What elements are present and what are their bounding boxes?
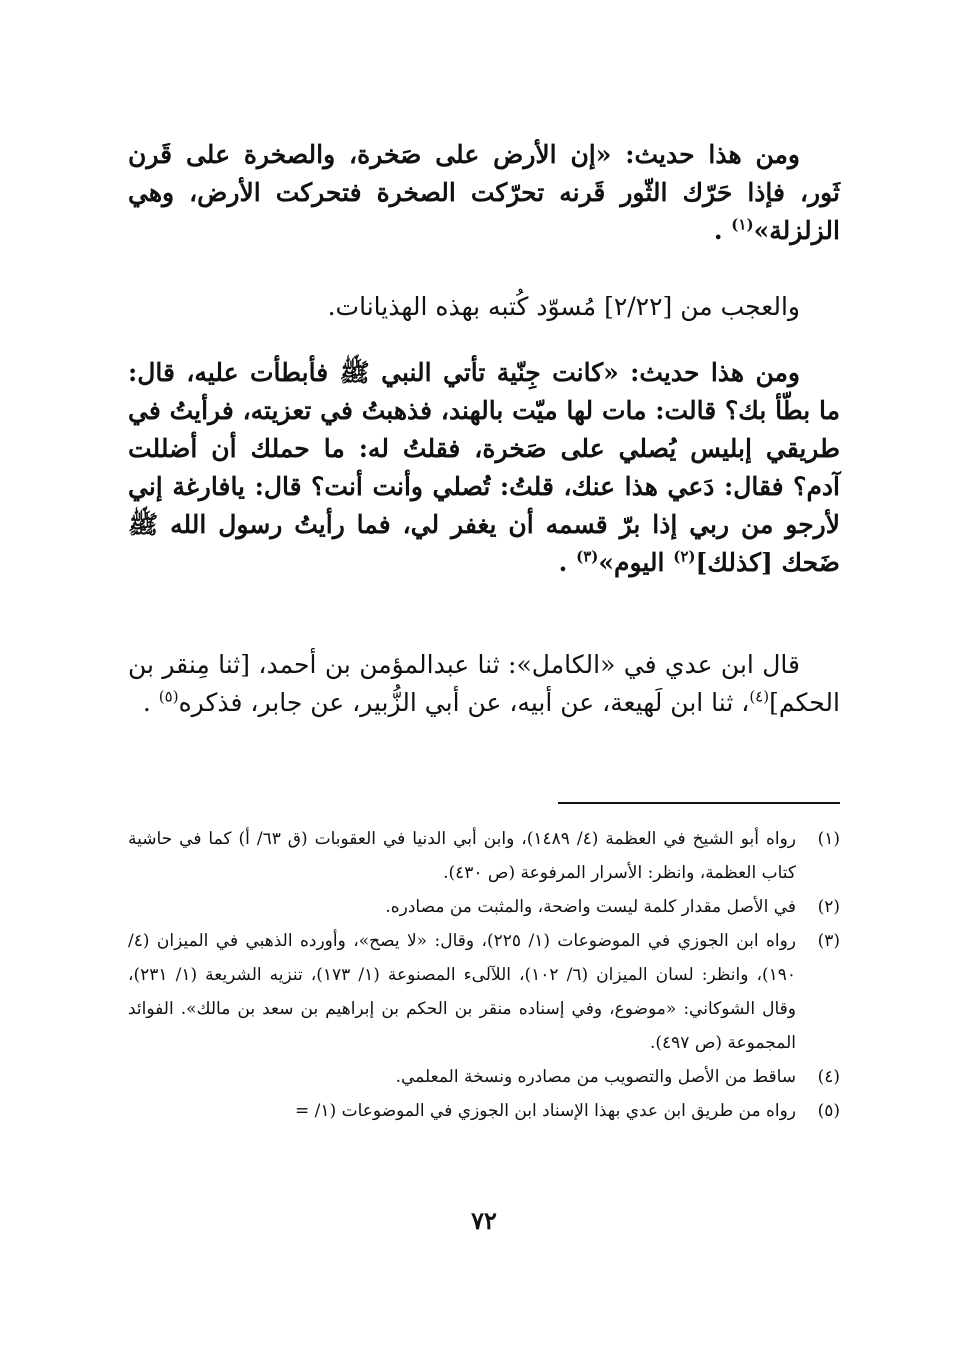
footnote-text: رواه أبو الشيخ في العظمة (٤/ ١٤٨٩)، وابن أبي الدنيا في العقوبات (ق ٦٣/ أ) كما في حاشية كتاب العظمة، وانظر: الأسرار المرفوعة (ص ٤٣٠). bbox=[128, 829, 796, 883]
hadith-quote: «إن الأرض على صَخرة، والصخرة على قَرن ثَور، فإذا حَرّك الثّور قَرنه تحرّكت الصخرة فتحركت الأرض، وهي الزلزلة» bbox=[128, 140, 840, 245]
footnotes-list bbox=[128, 822, 840, 1128]
footnote-item bbox=[128, 890, 840, 924]
footnote-item bbox=[128, 822, 840, 890]
footnote-text: رواه ابن الجوزي في الموضوعات (١/ ٢٢٥)، وقال: «لا يصح»، وأورده الذهبي في الميزان (٤/ ١٩٠)، وانظر: لسان الميزان (٦/ ١٠٢)، اللآلىء المصنوعة (١/ ١٧٣)، تنزيه الشريعة (١/ ٢٣١)، وقال الشوكاني: «موضوع، وفي إسناده منقر بن الحكم بن إبراهيم بن سعد بن مالك». الفوائد المجموعة (ص ٤٩٧). bbox=[128, 931, 797, 1053]
paragraph-lead: ومن هذا حديث: bbox=[611, 140, 801, 169]
hadith-text-end: اليوم» bbox=[598, 548, 674, 577]
chain-text: قال ابن عدي في «الكامل»: ثنا عبدالمؤمن بن أحمد، [ثنا مِنقر بن الحكم] bbox=[128, 650, 840, 717]
paragraph-end: . bbox=[713, 216, 732, 245]
footnote-ref-2[interactable]: (٢) bbox=[673, 547, 696, 566]
book-page bbox=[128, 118, 840, 1298]
paragraph-ibn-adi-chain bbox=[128, 646, 840, 722]
footnote-text: رواه من طريق ابن عدي بهذا الإسناد ابن الجوزي في الموضوعات (١/ = bbox=[295, 1101, 796, 1121]
footnote-number: (١) bbox=[817, 829, 840, 849]
footnote-number: (٤) bbox=[817, 1067, 840, 1087]
page-number: ٧٢ bbox=[471, 1206, 497, 1235]
footnote-item bbox=[128, 1094, 840, 1128]
footnote-ref-3[interactable]: (٣) bbox=[576, 547, 599, 566]
footnote-item bbox=[128, 1060, 840, 1094]
paragraph-earth-on-rock-hadith bbox=[128, 136, 840, 250]
footnote-ref-1[interactable]: (١) bbox=[731, 215, 754, 234]
footnote-number: (٣) bbox=[817, 931, 840, 951]
footnote-separator bbox=[558, 802, 840, 804]
chain-text-end: ، ثنا ابن لَهيعة، عن أبيه، عن أبي الزُّبير، عن جابر، فذكره bbox=[178, 688, 750, 717]
footnote-item bbox=[128, 924, 840, 1060]
footnote-ref-4[interactable]: (٤) bbox=[749, 687, 770, 706]
footnote-text: في الأصل مقدار كلمة ليست واضحة، والمثبت من مصادره. bbox=[385, 897, 796, 917]
hadith-text: ومن هذا حديث: «كانت جِنّية تأتي النبي ﷺ فأبطأت عليه، قال: ما بطّأ بك؟ قالت: مات لها ميّت بالهند، فذهبتُ في تعزيته، فرأيتُ في طريقي إبليس يُصلي على صَخرة، فقلتُ له: ما حملك أن أضللت آدم؟ فقال: دَعي هذا عنك، قلتُ: تُصلي وأنت أنت؟ قال: يافارغة إني لأرجو من ربي إذا برّ قسمه أن يغفر لي، فما رأيتُ رسول الله ﷺ ضَحك [كذلك] bbox=[128, 358, 840, 577]
footnote-number: (٢) bbox=[817, 897, 840, 917]
remark-text: والعجب من [٢/٢٢] مُسوّد كُتبه بهذه الهذيانات. bbox=[327, 292, 800, 321]
footnote-number: (٥) bbox=[817, 1101, 840, 1121]
footnote-text: ساقط من الأصل والتصويب من مصادره ونسخة المعلمي. bbox=[395, 1067, 796, 1087]
paragraph-end: . bbox=[558, 548, 577, 577]
paragraph-author-remark bbox=[128, 288, 840, 326]
paragraph-jinn-hadith bbox=[128, 354, 840, 582]
footnote-ref-5[interactable]: (٥) bbox=[158, 687, 179, 706]
paragraph-end: . bbox=[142, 688, 159, 717]
